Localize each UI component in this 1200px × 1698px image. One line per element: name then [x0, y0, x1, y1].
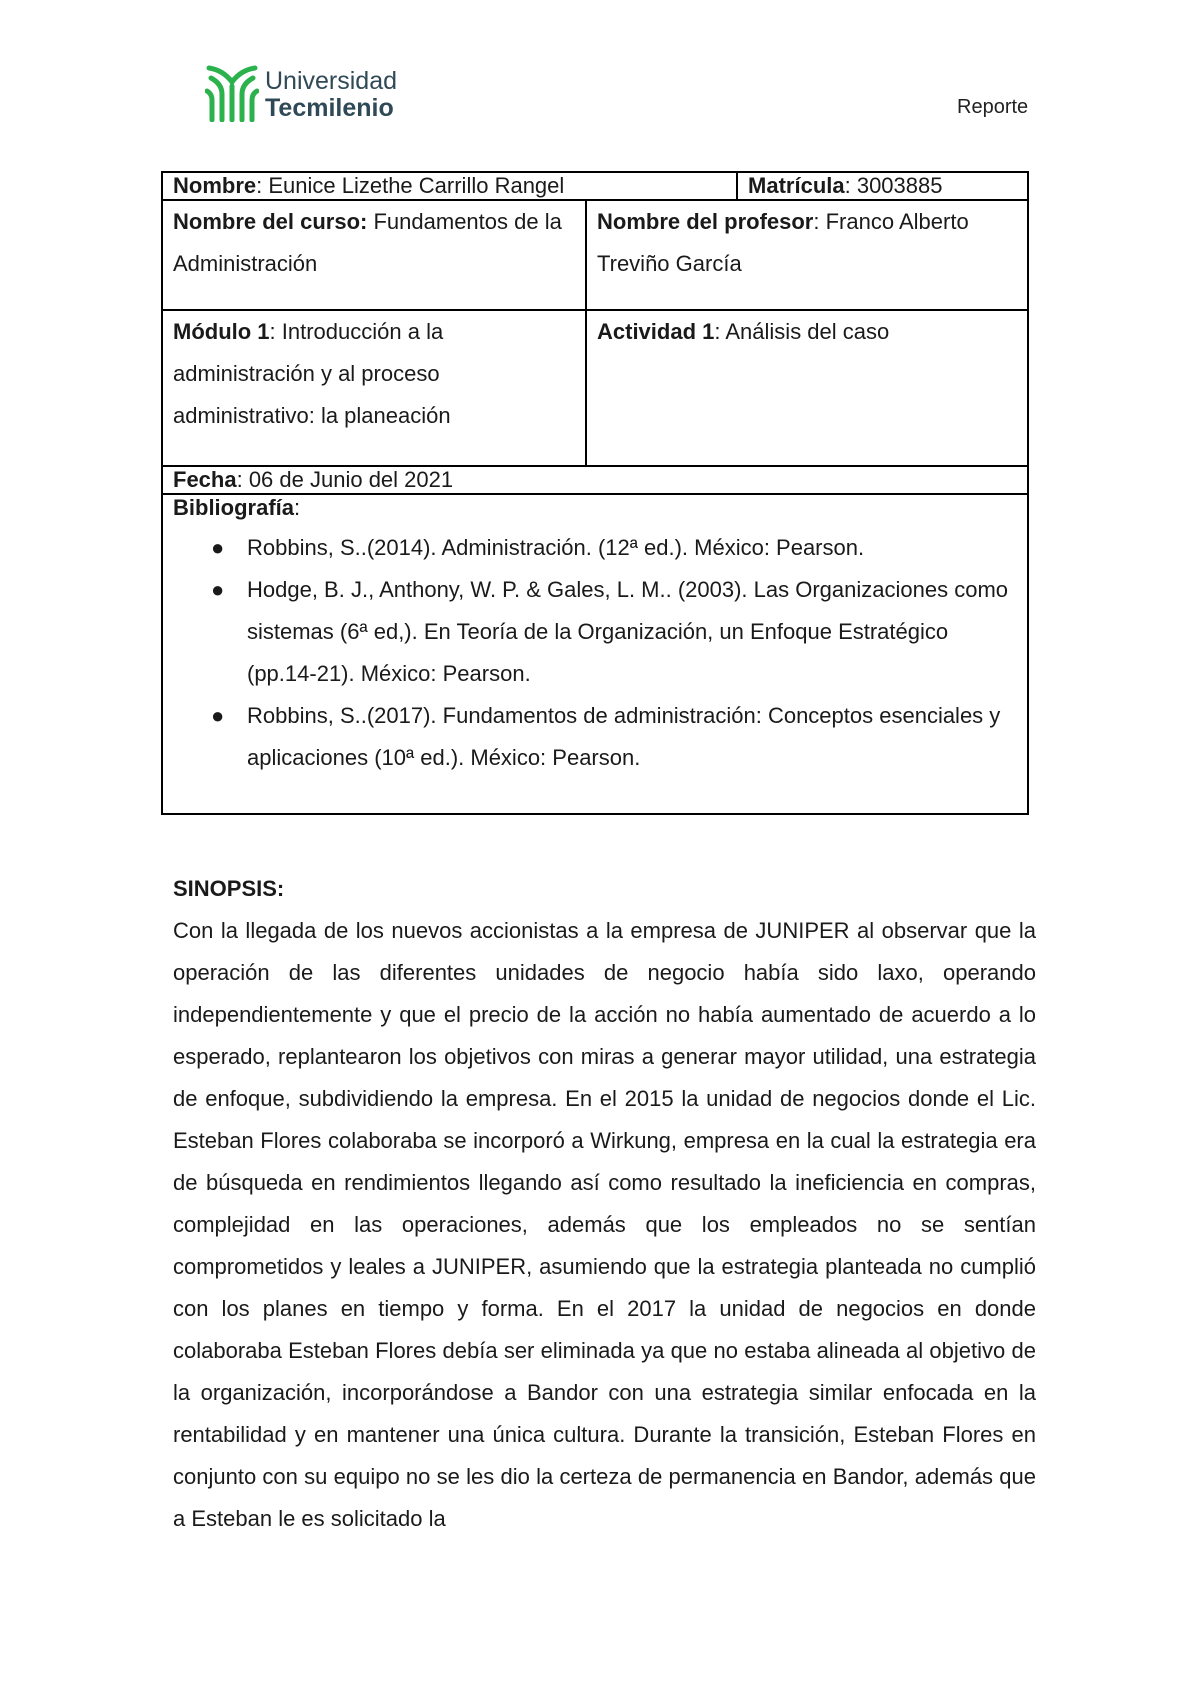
synopsis-title: SINOPSIS:: [173, 876, 285, 901]
report-label: Reporte: [957, 96, 1029, 118]
bibliography-heading: [173, 495, 1017, 521]
bibliography-cell: [162, 494, 1028, 814]
bullet-icon: ●: [211, 577, 225, 602]
date-value: : 06 de Junio del 2021: [236, 467, 454, 492]
synopsis-section: [173, 868, 1036, 1540]
student-id-cell: [737, 172, 1028, 200]
module-value: : Introducción a la administración y al proceso administrativo: la planeación: [173, 319, 451, 428]
student-id-label: Matrícula: [748, 173, 845, 198]
synopsis-body: Con la llegada de los nuevos accionistas a la empresa de JUNIPER al observar que la operación de las diferentes unidades de negocio había sido laxo, operando independientemente y que el precio de la acción no había aumentado de acuerdo a lo esperado, replantearon los objetivos con miras a generar mayor utilidad, una estrategia de enfoque, subdividiendo la empresa. En el 2015 la unidad de negocios donde el Lic. Esteban Flores colaboraba se incorporó a Wirkung, empresa en la cual la estrategia era de búsqueda en rendimientos llegando así como resultado la ineficiencia en compras, complejidad en las operaciones, además que los empleados no se sentían comprometidos y leales a JUNIPER, asumiendo que la estrategia planteada no cumplió con los planes en tiempo y forma. En el 2017 la unidad de negocios en donde colaboraba Esteban Flores debía ser eliminada ya que no estaba alineada al objetivo de la organización, incorporándose a Bandor con una estrategia similar enfocada en la rentabilidad y en mantener una única cultura. Durante la transición, Esteban Flores en conjunto con su equipo no se les dio la certeza de permanencia en Bandor, además que a Esteban le es solicitado la: [173, 918, 1036, 1531]
date-row: [162, 466, 1028, 494]
logo-line-2: Tecmilenio: [265, 94, 394, 122]
professor-value: : Franco Alberto Treviño García: [597, 209, 969, 276]
bibliography-colon: :: [294, 495, 301, 520]
course-row: [162, 200, 1028, 310]
module-row: [162, 310, 1028, 466]
module-label: Módulo 1: [173, 319, 270, 344]
date-label: Fecha: [173, 467, 237, 492]
bibliography-entry: Robbins, S..(2017). Fundamentos de administración: Conceptos esenciales y aplicaciones (10ª ed.). México: Pearson.: [247, 703, 1001, 770]
student-id-value: : 3003885: [844, 173, 943, 198]
bullet-icon: ●: [211, 535, 225, 560]
activity-value: : Análisis del caso: [714, 319, 890, 344]
bibliography-row: [162, 494, 1028, 814]
course-label: Nombre del curso:: [173, 209, 368, 234]
professor-label: Nombre del profesor: [597, 209, 814, 234]
bullet-icon: ●: [211, 703, 225, 728]
tecmilenio-logo-icon: [205, 64, 259, 122]
logo-text: [265, 68, 397, 122]
date-cell: [162, 466, 1028, 494]
list-item: [173, 695, 1017, 779]
bibliography-label: Bibliografía: [173, 495, 295, 520]
student-name-label: Nombre: [173, 173, 257, 198]
list-item: [173, 569, 1017, 695]
cover-info-table: [161, 171, 1029, 815]
logo-line-1: Universidad: [265, 67, 398, 95]
course-cell: [162, 200, 586, 310]
student-name-value: : Eunice Lizethe Carrillo Rangel: [256, 173, 565, 198]
course-value: Fundamentos de la Administración: [173, 209, 562, 276]
bibliography-entry: Hodge, B. J., Anthony, W. P. & Gales, L. M.. (2003). Las Organizaciones como sistemas (6ª ed,). En Teoría de la Organización, un Enfoque Estratégico (pp.14-21). México: Pearson.: [247, 577, 1009, 686]
module-cell: [162, 310, 586, 466]
student-name-cell: [162, 172, 737, 200]
list-item: [173, 527, 1017, 569]
bibliography-entry: Robbins, S..(2014). Administración. (12ª ed.). México: Pearson.: [247, 535, 865, 560]
bibliography-list: [173, 527, 1017, 779]
activity-label: Actividad 1: [597, 319, 715, 344]
activity-cell: [586, 310, 1028, 466]
professor-cell: [586, 200, 1028, 310]
student-row: [162, 172, 1028, 200]
